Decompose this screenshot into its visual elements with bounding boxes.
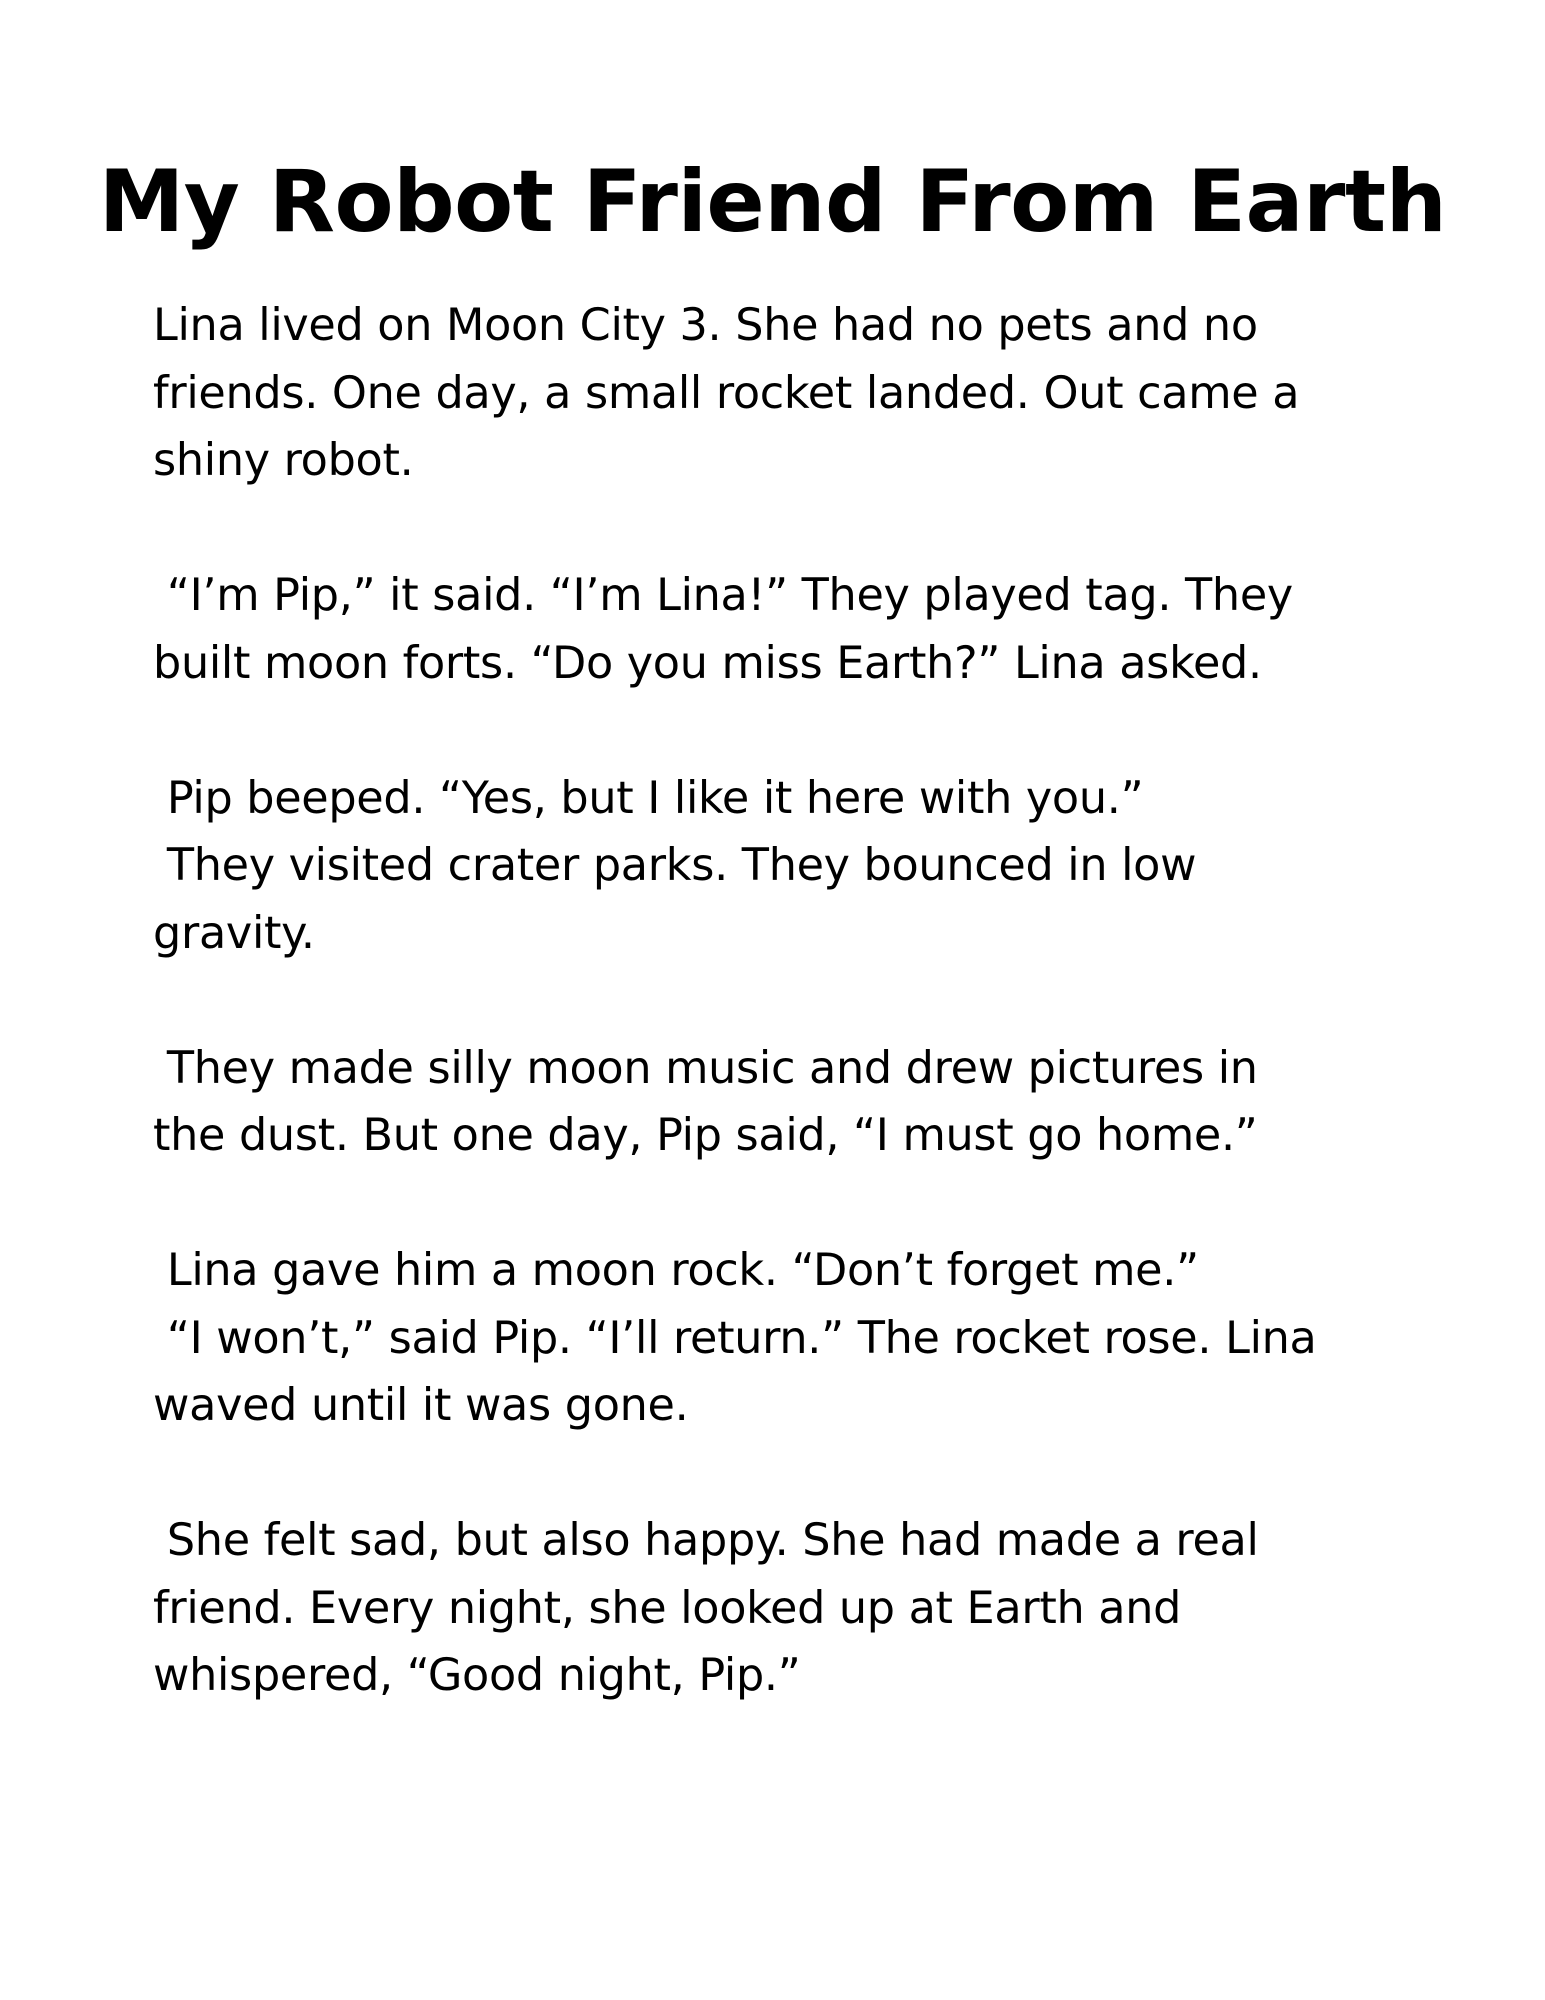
story-line: built moon forts. “Do you miss Earth?” Lina asked.	[153, 637, 1262, 689]
paragraph	[153, 1237, 1453, 1440]
paragraph	[153, 765, 1453, 968]
story-body	[153, 292, 1453, 1710]
story-line: Lina lived on Moon City 3. She had no pets and no	[153, 300, 1258, 351]
paragraph-gap	[153, 1170, 1453, 1238]
story-line: friends. One day, a small rocket landed. Out came a	[153, 367, 1300, 419]
story-line: friend. Every night, she looked up at Earth and	[153, 1582, 1182, 1634]
paragraph	[153, 1035, 1453, 1170]
story-line: the dust. But one day, Pip said, “I must go home.”	[153, 1110, 1258, 1161]
story-line: gravity.	[153, 907, 315, 959]
story-line: shiny robot.	[153, 435, 414, 486]
story-line: They made silly moon music and drew pictures in	[153, 1042, 1258, 1094]
paragraph-gap	[153, 697, 1453, 765]
paragraph	[153, 1507, 1453, 1710]
story-line: “I won’t,” said Pip. “I’ll return.” The rocket rose. Lina	[153, 1312, 1317, 1364]
story-line: “I’m Pip,” it said. “I’m Lina!” They played tag. They	[153, 570, 1293, 621]
story-title: My Robot Friend From Earth	[98, 152, 1447, 252]
story-line: waved until it was gone.	[153, 1380, 689, 1431]
paragraph-gap	[153, 967, 1453, 1035]
paragraph	[153, 292, 1453, 495]
paragraph	[153, 562, 1453, 697]
story-line: They visited crater parks. They bounced in low	[153, 840, 1197, 891]
story-line: She felt sad, but also happy. She had made a real	[153, 1515, 1259, 1566]
story-line: Lina gave him a moon rock. “Don’t forget me.”	[153, 1245, 1199, 1296]
story-line: whispered, “Good night, Pip.”	[153, 1650, 801, 1701]
paragraph-gap	[153, 495, 1453, 563]
story-line: Pip beeped. “Yes, but I like it here with you.”	[153, 772, 1144, 824]
paragraph-gap	[153, 1440, 1453, 1508]
